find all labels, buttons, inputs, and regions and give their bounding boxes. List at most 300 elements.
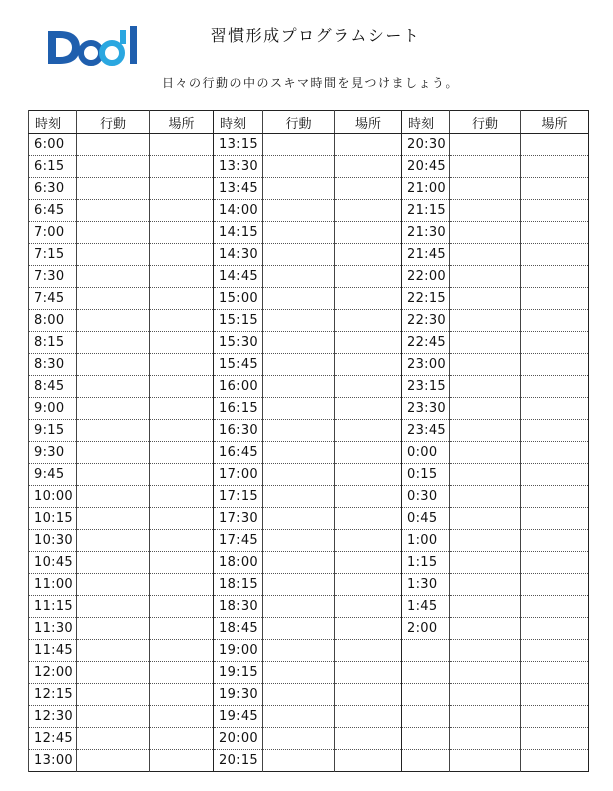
place-cell[interactable] xyxy=(150,486,214,508)
place-cell[interactable] xyxy=(150,596,214,618)
place-cell[interactable] xyxy=(150,266,214,288)
place-cell[interactable] xyxy=(335,178,402,200)
place-cell[interactable] xyxy=(521,222,589,244)
action-cell[interactable] xyxy=(450,442,521,464)
time-cell: 22:00 xyxy=(402,266,450,288)
table-row xyxy=(29,750,589,772)
place-cell[interactable] xyxy=(335,728,402,750)
time-cell: 19:45 xyxy=(214,706,263,728)
action-cell[interactable] xyxy=(450,508,521,530)
time-cell: 6:45 xyxy=(29,200,77,222)
time-cell: 0:00 xyxy=(402,442,450,464)
time-cell: 16:00 xyxy=(214,376,263,398)
action-cell[interactable] xyxy=(450,706,521,728)
action-cell[interactable] xyxy=(263,178,335,200)
time-cell: 14:00 xyxy=(214,200,263,222)
action-cell[interactable] xyxy=(450,288,521,310)
time-cell: 10:15 xyxy=(29,508,77,530)
place-cell[interactable] xyxy=(521,266,589,288)
action-cell[interactable] xyxy=(263,552,335,574)
table-row xyxy=(29,398,589,420)
place-cell[interactable] xyxy=(150,398,214,420)
time-cell: 17:00 xyxy=(214,464,263,486)
place-cell[interactable] xyxy=(335,310,402,332)
action-cell[interactable] xyxy=(450,552,521,574)
column-header-action: 行動 xyxy=(77,111,150,134)
place-cell[interactable] xyxy=(150,508,214,530)
action-cell[interactable] xyxy=(263,530,335,552)
time-cell: 12:00 xyxy=(29,662,77,684)
action-cell[interactable] xyxy=(450,640,521,662)
action-cell[interactable] xyxy=(263,244,335,266)
action-cell[interactable] xyxy=(77,728,150,750)
time-cell: 0:45 xyxy=(402,508,450,530)
time-cell: 1:00 xyxy=(402,530,450,552)
column-header-time: 時刻 xyxy=(214,111,263,134)
schedule-body xyxy=(29,134,589,772)
place-cell[interactable] xyxy=(521,574,589,596)
table-row xyxy=(29,156,589,178)
page-title: 習慣形成プログラムシート xyxy=(210,26,421,45)
time-cell: 13:45 xyxy=(214,178,263,200)
action-cell[interactable] xyxy=(450,354,521,376)
time-cell: 14:45 xyxy=(214,266,263,288)
time-cell: 19:00 xyxy=(214,640,263,662)
time-cell: 11:15 xyxy=(29,596,77,618)
table-row xyxy=(29,464,589,486)
time-cell: 23:00 xyxy=(402,354,450,376)
table-row xyxy=(29,134,589,156)
place-cell[interactable] xyxy=(150,442,214,464)
time-cell: 11:30 xyxy=(29,618,77,640)
action-cell[interactable] xyxy=(263,420,335,442)
time-cell: 18:00 xyxy=(214,552,263,574)
action-cell[interactable] xyxy=(450,398,521,420)
place-cell[interactable] xyxy=(335,574,402,596)
place-cell[interactable] xyxy=(521,684,589,706)
time-cell: 21:00 xyxy=(402,178,450,200)
time-cell: 1:45 xyxy=(402,596,450,618)
time-cell xyxy=(402,728,450,750)
time-cell: 8:30 xyxy=(29,354,77,376)
column-header-action: 行動 xyxy=(263,111,335,134)
action-cell[interactable] xyxy=(77,706,150,728)
time-cell: 17:45 xyxy=(214,530,263,552)
table-row xyxy=(29,354,589,376)
time-cell: 0:30 xyxy=(402,486,450,508)
place-cell[interactable] xyxy=(521,376,589,398)
place-cell[interactable] xyxy=(521,750,589,772)
table-row xyxy=(29,420,589,442)
place-cell[interactable] xyxy=(150,200,214,222)
place-cell[interactable] xyxy=(521,200,589,222)
place-cell[interactable] xyxy=(521,508,589,530)
action-cell[interactable] xyxy=(77,552,150,574)
header-row xyxy=(29,111,589,134)
action-cell[interactable] xyxy=(450,596,521,618)
action-cell[interactable] xyxy=(263,376,335,398)
time-cell: 9:45 xyxy=(29,464,77,486)
action-cell[interactable] xyxy=(263,332,335,354)
place-cell[interactable] xyxy=(150,178,214,200)
action-cell[interactable] xyxy=(77,750,150,772)
place-cell[interactable] xyxy=(521,728,589,750)
action-cell[interactable] xyxy=(263,310,335,332)
action-cell[interactable] xyxy=(450,178,521,200)
place-cell[interactable] xyxy=(521,486,589,508)
place-cell[interactable] xyxy=(335,596,402,618)
time-cell: 13:00 xyxy=(29,750,77,772)
action-cell[interactable] xyxy=(77,574,150,596)
place-cell[interactable] xyxy=(150,728,214,750)
action-cell[interactable] xyxy=(450,156,521,178)
place-cell[interactable] xyxy=(335,376,402,398)
time-cell: 15:00 xyxy=(214,288,263,310)
place-cell[interactable] xyxy=(521,640,589,662)
time-cell: 18:30 xyxy=(214,596,263,618)
action-cell[interactable] xyxy=(450,464,521,486)
action-cell[interactable] xyxy=(450,662,521,684)
place-cell[interactable] xyxy=(150,464,214,486)
table-row xyxy=(29,244,589,266)
time-cell: 13:30 xyxy=(214,156,263,178)
place-cell[interactable] xyxy=(521,662,589,684)
place-cell[interactable] xyxy=(150,684,214,706)
time-cell: 20:30 xyxy=(402,134,450,156)
time-cell: 9:15 xyxy=(29,420,77,442)
place-cell[interactable] xyxy=(335,398,402,420)
action-cell[interactable] xyxy=(263,508,335,530)
action-cell[interactable] xyxy=(263,200,335,222)
action-cell[interactable] xyxy=(263,706,335,728)
place-cell[interactable] xyxy=(335,530,402,552)
place-cell[interactable] xyxy=(150,552,214,574)
place-cell[interactable] xyxy=(521,310,589,332)
action-cell[interactable] xyxy=(77,222,150,244)
action-cell[interactable] xyxy=(450,420,521,442)
time-cell: 17:30 xyxy=(214,508,263,530)
place-cell[interactable] xyxy=(335,706,402,728)
action-cell[interactable] xyxy=(77,464,150,486)
time-cell: 21:30 xyxy=(402,222,450,244)
time-cell: 12:45 xyxy=(29,728,77,750)
time-cell: 14:15 xyxy=(214,222,263,244)
place-cell[interactable] xyxy=(521,244,589,266)
table-row xyxy=(29,376,589,398)
table-row xyxy=(29,266,589,288)
time-cell: 14:30 xyxy=(214,244,263,266)
schedule-table xyxy=(28,110,589,772)
time-cell: 15:30 xyxy=(214,332,263,354)
time-cell: 18:15 xyxy=(214,574,263,596)
action-cell[interactable] xyxy=(77,332,150,354)
place-cell[interactable] xyxy=(521,332,589,354)
time-cell: 22:45 xyxy=(402,332,450,354)
time-cell: 23:30 xyxy=(402,398,450,420)
place-cell[interactable] xyxy=(335,508,402,530)
table-row xyxy=(29,486,589,508)
action-cell[interactable] xyxy=(263,574,335,596)
action-cell[interactable] xyxy=(450,618,521,640)
place-cell[interactable] xyxy=(335,200,402,222)
table-row xyxy=(29,728,589,750)
action-cell[interactable] xyxy=(77,662,150,684)
action-cell[interactable] xyxy=(263,222,335,244)
time-cell: 11:00 xyxy=(29,574,77,596)
action-cell[interactable] xyxy=(263,354,335,376)
time-cell: 9:00 xyxy=(29,398,77,420)
time-cell: 6:15 xyxy=(29,156,77,178)
time-cell xyxy=(402,684,450,706)
action-cell[interactable] xyxy=(263,618,335,640)
action-cell[interactable] xyxy=(77,310,150,332)
time-cell: 23:15 xyxy=(402,376,450,398)
place-cell[interactable] xyxy=(521,420,589,442)
action-cell[interactable] xyxy=(77,134,150,156)
time-cell: 7:15 xyxy=(29,244,77,266)
action-cell[interactable] xyxy=(77,596,150,618)
time-cell: 17:15 xyxy=(214,486,263,508)
place-cell[interactable] xyxy=(150,750,214,772)
time-cell: 12:30 xyxy=(29,706,77,728)
place-cell[interactable] xyxy=(150,354,214,376)
action-cell[interactable] xyxy=(263,288,335,310)
place-cell[interactable] xyxy=(521,288,589,310)
table-row xyxy=(29,222,589,244)
table-row xyxy=(29,640,589,662)
action-cell[interactable] xyxy=(263,662,335,684)
time-cell: 20:00 xyxy=(214,728,263,750)
action-cell[interactable] xyxy=(450,244,521,266)
table-row xyxy=(29,618,589,640)
place-cell[interactable] xyxy=(150,134,214,156)
place-cell[interactable] xyxy=(150,332,214,354)
table-row xyxy=(29,508,589,530)
time-cell: 0:15 xyxy=(402,464,450,486)
time-cell: 23:45 xyxy=(402,420,450,442)
place-cell[interactable] xyxy=(335,288,402,310)
action-cell[interactable] xyxy=(77,508,150,530)
action-cell[interactable] xyxy=(77,530,150,552)
time-cell: 11:45 xyxy=(29,640,77,662)
action-cell[interactable] xyxy=(263,596,335,618)
time-cell: 19:15 xyxy=(214,662,263,684)
time-cell: 6:00 xyxy=(29,134,77,156)
place-cell[interactable] xyxy=(521,596,589,618)
time-cell: 10:00 xyxy=(29,486,77,508)
table-row xyxy=(29,662,589,684)
action-cell[interactable] xyxy=(450,222,521,244)
place-cell[interactable] xyxy=(521,618,589,640)
time-cell xyxy=(402,662,450,684)
action-cell[interactable] xyxy=(263,684,335,706)
action-cell[interactable] xyxy=(77,266,150,288)
table-row xyxy=(29,684,589,706)
action-cell[interactable] xyxy=(450,574,521,596)
time-cell: 16:30 xyxy=(214,420,263,442)
table-row xyxy=(29,442,589,464)
place-cell[interactable] xyxy=(150,244,214,266)
action-cell[interactable] xyxy=(77,376,150,398)
place-cell[interactable] xyxy=(335,464,402,486)
time-cell: 12:15 xyxy=(29,684,77,706)
column-header-place: 場所 xyxy=(150,111,214,134)
column-header-time: 時刻 xyxy=(402,111,450,134)
column-header-time: 時刻 xyxy=(29,111,77,134)
action-cell[interactable] xyxy=(450,486,521,508)
time-cell: 8:45 xyxy=(29,376,77,398)
place-cell[interactable] xyxy=(335,552,402,574)
time-cell: 22:30 xyxy=(402,310,450,332)
action-cell[interactable] xyxy=(450,200,521,222)
action-cell[interactable] xyxy=(263,156,335,178)
place-cell[interactable] xyxy=(150,574,214,596)
time-cell: 1:30 xyxy=(402,574,450,596)
time-cell: 16:15 xyxy=(214,398,263,420)
place-cell[interactable] xyxy=(521,706,589,728)
place-cell[interactable] xyxy=(521,398,589,420)
table-row xyxy=(29,706,589,728)
place-cell[interactable] xyxy=(335,332,402,354)
action-cell[interactable] xyxy=(450,266,521,288)
time-cell: 21:45 xyxy=(402,244,450,266)
place-cell[interactable] xyxy=(150,376,214,398)
time-cell: 7:30 xyxy=(29,266,77,288)
action-cell[interactable] xyxy=(77,178,150,200)
action-cell[interactable] xyxy=(77,288,150,310)
place-cell[interactable] xyxy=(521,442,589,464)
place-cell[interactable] xyxy=(335,354,402,376)
action-cell[interactable] xyxy=(77,200,150,222)
place-cell[interactable] xyxy=(335,442,402,464)
place-cell[interactable] xyxy=(335,134,402,156)
place-cell[interactable] xyxy=(335,266,402,288)
action-cell[interactable] xyxy=(77,640,150,662)
action-cell[interactable] xyxy=(77,244,150,266)
action-cell[interactable] xyxy=(450,750,521,772)
time-cell: 18:45 xyxy=(214,618,263,640)
place-cell[interactable] xyxy=(335,244,402,266)
page-subtitle: 日々の行動の中のスキマ時間を見つけましょう。 xyxy=(161,76,459,90)
place-cell[interactable] xyxy=(150,530,214,552)
action-cell[interactable] xyxy=(450,134,521,156)
place-cell[interactable] xyxy=(521,178,589,200)
place-cell[interactable] xyxy=(150,662,214,684)
place-cell[interactable] xyxy=(335,486,402,508)
place-cell[interactable] xyxy=(335,750,402,772)
place-cell[interactable] xyxy=(335,684,402,706)
time-cell: 13:15 xyxy=(214,134,263,156)
time-cell: 19:30 xyxy=(214,684,263,706)
column-header-action: 行動 xyxy=(450,111,521,134)
action-cell[interactable] xyxy=(77,420,150,442)
action-cell[interactable] xyxy=(263,398,335,420)
place-cell[interactable] xyxy=(150,640,214,662)
time-cell: 15:45 xyxy=(214,354,263,376)
time-cell: 7:45 xyxy=(29,288,77,310)
column-header-place: 場所 xyxy=(521,111,589,134)
place-cell[interactable] xyxy=(150,156,214,178)
time-cell: 1:15 xyxy=(402,552,450,574)
action-cell[interactable] xyxy=(263,728,335,750)
action-cell[interactable] xyxy=(77,486,150,508)
place-cell[interactable] xyxy=(150,618,214,640)
action-cell[interactable] xyxy=(263,486,335,508)
time-cell: 16:45 xyxy=(214,442,263,464)
place-cell[interactable] xyxy=(521,134,589,156)
place-cell[interactable] xyxy=(521,354,589,376)
place-cell[interactable] xyxy=(521,530,589,552)
time-cell xyxy=(402,750,450,772)
time-cell: 20:15 xyxy=(214,750,263,772)
action-cell[interactable] xyxy=(450,684,521,706)
action-cell[interactable] xyxy=(263,134,335,156)
place-cell[interactable] xyxy=(521,156,589,178)
table-row xyxy=(29,200,589,222)
action-cell[interactable] xyxy=(450,332,521,354)
place-cell[interactable] xyxy=(335,156,402,178)
action-cell[interactable] xyxy=(77,684,150,706)
action-cell[interactable] xyxy=(450,376,521,398)
action-cell[interactable] xyxy=(263,750,335,772)
time-cell xyxy=(402,706,450,728)
time-cell: 10:30 xyxy=(29,530,77,552)
table-row xyxy=(29,574,589,596)
place-cell[interactable] xyxy=(150,288,214,310)
action-cell[interactable] xyxy=(263,442,335,464)
time-cell: 2:00 xyxy=(402,618,450,640)
place-cell[interactable] xyxy=(335,662,402,684)
place-cell[interactable] xyxy=(150,706,214,728)
place-cell[interactable] xyxy=(150,222,214,244)
action-cell[interactable] xyxy=(77,442,150,464)
time-cell: 21:15 xyxy=(402,200,450,222)
action-cell[interactable] xyxy=(450,310,521,332)
time-cell: 8:15 xyxy=(29,332,77,354)
place-cell[interactable] xyxy=(521,464,589,486)
action-cell[interactable] xyxy=(77,156,150,178)
table-row xyxy=(29,530,589,552)
place-cell[interactable] xyxy=(335,640,402,662)
place-cell[interactable] xyxy=(521,552,589,574)
action-cell[interactable] xyxy=(450,530,521,552)
action-cell[interactable] xyxy=(263,464,335,486)
time-cell: 10:45 xyxy=(29,552,77,574)
time-cell: 22:15 xyxy=(402,288,450,310)
place-cell[interactable] xyxy=(150,310,214,332)
time-cell: 6:30 xyxy=(29,178,77,200)
time-cell: 8:00 xyxy=(29,310,77,332)
table-row xyxy=(29,552,589,574)
place-cell[interactable] xyxy=(335,222,402,244)
place-cell[interactable] xyxy=(335,618,402,640)
place-cell[interactable] xyxy=(335,420,402,442)
action-cell[interactable] xyxy=(263,266,335,288)
place-cell[interactable] xyxy=(150,420,214,442)
table-row xyxy=(29,332,589,354)
time-cell: 20:45 xyxy=(402,156,450,178)
action-cell[interactable] xyxy=(263,640,335,662)
table-row xyxy=(29,596,589,618)
time-cell: 7:00 xyxy=(29,222,77,244)
action-cell[interactable] xyxy=(77,354,150,376)
time-cell: 15:15 xyxy=(214,310,263,332)
table-row xyxy=(29,178,589,200)
action-cell[interactable] xyxy=(77,618,150,640)
action-cell[interactable] xyxy=(77,398,150,420)
action-cell[interactable] xyxy=(450,728,521,750)
time-cell xyxy=(402,640,450,662)
